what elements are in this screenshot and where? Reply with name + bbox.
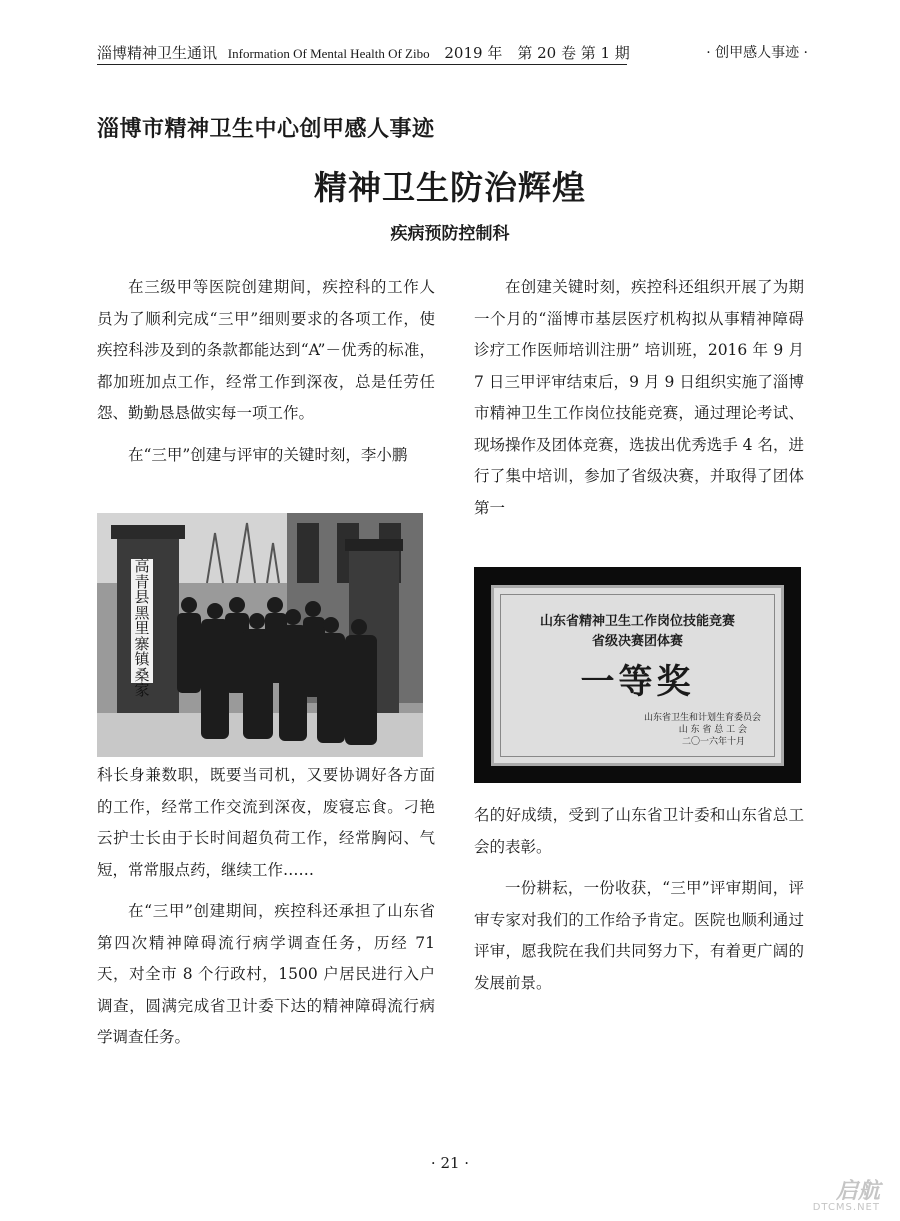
article-title: 精神卫生防治辉煌 (314, 168, 586, 207)
watermark-site: DTCMS.NET (812, 1202, 880, 1213)
certificate-plaque (491, 585, 784, 766)
journal-name-en: Information Of Mental Health Of Zibo (227, 46, 430, 61)
left-column-top (97, 272, 435, 471)
paragraph: 在创建关键时刻，疾控科还组织开展了为期一个月的“淄博市基层医疗机构拟从事精神障碍诊疗工作医师培训注册” 培训班，2016 年 9 月 7 日三甲评审结束后，9 月 9 日组织实施了淄博市精神卫生工作岗位技能竞赛，通过理论考试、现场操作及团体竞赛，选拔出优秀选手 4 名，进行了集中培训，参加了省级决赛，并取得了团体第一 (474, 278, 804, 517)
team-photo (97, 513, 423, 757)
article-author-department: 疾病预防控制科 (390, 224, 510, 244)
section-title: 淄博市精神卫生中心创甲感人事迹 (97, 117, 435, 142)
right-column-bottom (474, 800, 804, 999)
certificate-date: 二〇一六年十月 (681, 737, 745, 747)
certificate-line2: 省级决赛团体赛 (591, 634, 683, 649)
left-column-bottom (97, 760, 435, 1054)
certificate-issuer-1: 山东省卫生和计划生育委员会 (643, 713, 761, 723)
paragraph: 在“三甲”创建与评审的关键时刻，李小鹏 (128, 445, 408, 464)
right-column-top (474, 272, 804, 524)
paragraph: 在三级甲等医院创建期间，疾控科的工作人员为了顺利完成“三甲”细则要求的各项工作，使疾控科涉及到的条款都能达到“A”－优秀的标准，都加班加点工作，经常工作到深夜，总是任劳任怨、勤勤恳恳做实每一项工作。 (97, 278, 435, 422)
issue-info: 2019 年 第 20 卷 第 1 期 (444, 44, 630, 62)
paragraph: 一份耕耘，一份收获，“三甲”评审期间，评审专家对我们的工作给予肯定。医院也顺利通过评审，愿我院在我们共同努力下，有着更广阔的发展前景。 (474, 879, 804, 992)
header-rule (97, 64, 627, 65)
watermark (813, 1181, 880, 1213)
page-number: · 21 · (430, 1154, 470, 1172)
journal-name-cn: 淄博精神卫生通讯 (97, 44, 218, 62)
certificate-award: 一等奖 (580, 662, 695, 702)
certificate-issuer-2: 山 东 省 总 工 会 (678, 725, 747, 735)
column-name: · 创甲感人事迹 · (706, 45, 808, 61)
award-certificate-photo (474, 567, 801, 783)
watermark-brand: 启航 (835, 1179, 880, 1204)
certificate-line1: 山东省精神卫生工作岗位技能竞赛 (539, 614, 735, 629)
paragraph: 科长身兼数职，既要当司机，又要协调好各方面的工作，经常工作交流到深夜，废寝忘食。刁艳云护士长由于长时间超负荷工作，经常胸闷、气短，常常服点药，继续工作…… (97, 766, 435, 879)
paragraph: 名的好成绩，受到了山东省卫计委和山东省总工会的表彰。 (474, 806, 804, 856)
paragraph: 在“三甲”创建期间，疾控科还承担了山东省第四次精神障碍流行病学调查任务，历经 71 天，对全市 8 个行政村，1500 户居民进行入户调查，圆满完成省卫计委下达的精神障碍流行病学调查任务。 (97, 902, 435, 1046)
gate-sign-text: 高青县黑里寨镇桑家 (134, 557, 150, 699)
running-header (97, 42, 630, 63)
